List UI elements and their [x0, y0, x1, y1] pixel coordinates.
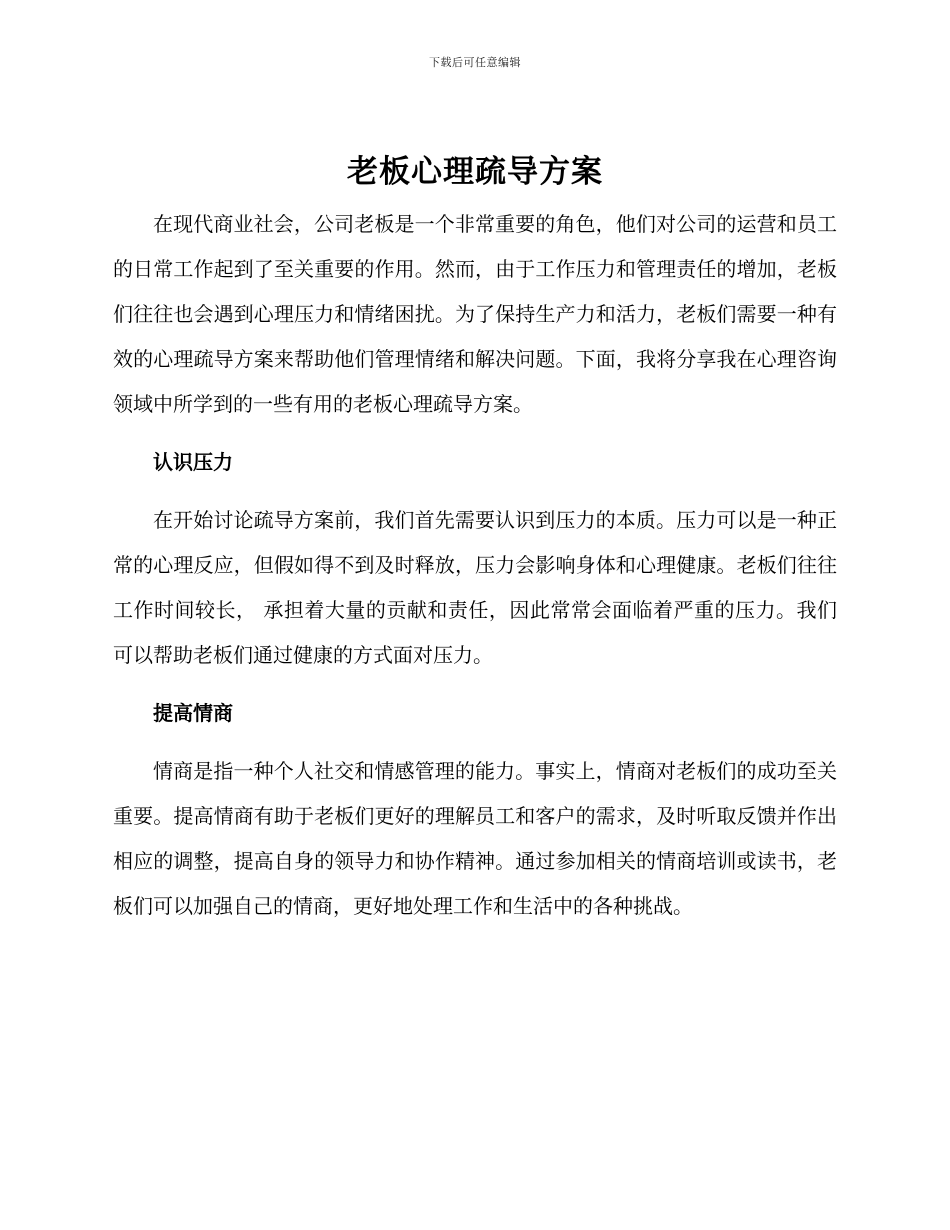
page-header-note: 下载后可任意编辑: [429, 56, 521, 69]
spacer: [113, 427, 837, 440]
intro-paragraph: 在现代商业社会，公司老板是一个非常重要的角色，他们对公司的运营和员工的日常工作起到了至关重要的作用。然而，由于工作压力和管理责任的增加，老板们往往也会遇到心理压力和情绪困扰。为了保持生产力和活力，老板们需要一种有效的心理疏导方案来帮助他们管理情绪和解决问题。下面，我将分享我在心理咨询领域中所学到的一些有用的老板心理疏导方案。: [113, 212, 837, 416]
section-heading-eq: 提高情商: [153, 701, 233, 725]
document-title: 老板心理疏导方案: [347, 154, 603, 190]
spacer: [113, 678, 837, 691]
section-body-eq: 情商是指一种个人社交和情感管理的能力。事实上，情商对老板们的成功至关重要。提高情商有助于老板们更好的理解员工和客户的需求，及时听取反馈并作出相应的调整，提高自身的领导力和协作精神。通过参加相关的情商培训或读书，老板们可以加强自己的情商，更好地处理工作和生活中的各种挑战。: [113, 759, 837, 918]
spacer: [113, 736, 837, 749]
section-body-stress: 在开始讨论疏导方案前，我们首先需要认识到压力的本质。压力可以是一种正常的心理反应，但假如得不到及时释放，压力会影响身体和心理健康。老板们往往工作时间较长， 承担着大量的贡献和责任，因此常常会面临着严重的压力。我们可以帮助老板们通过健康的方式面对压力。: [113, 508, 837, 667]
spacer: [113, 485, 837, 498]
section-heading-stress: 认识压力: [153, 450, 233, 474]
document-body: [113, 148, 837, 929]
